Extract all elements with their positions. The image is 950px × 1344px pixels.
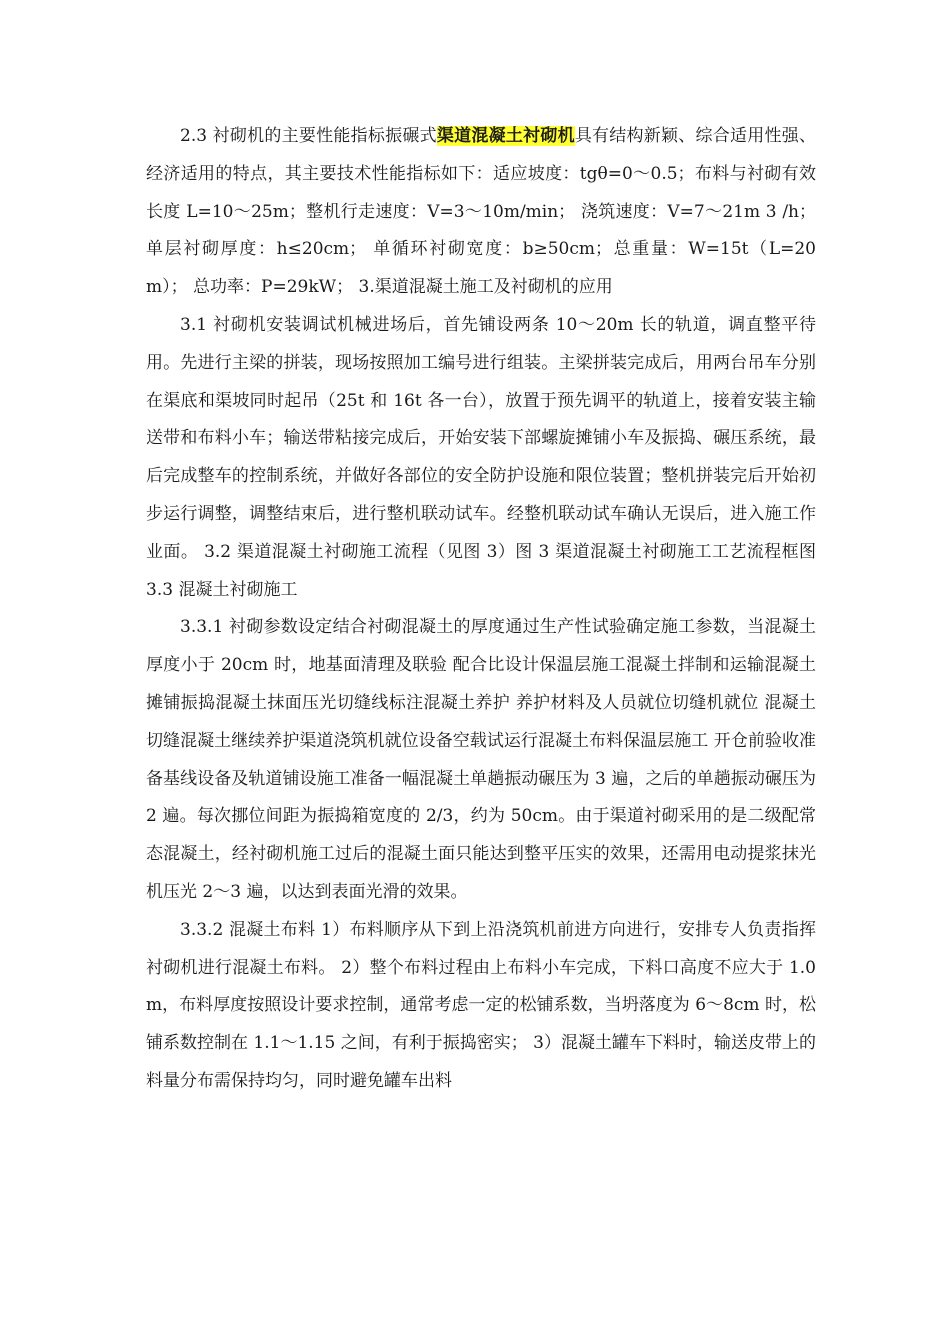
paragraph-text-rest: 具有结构新颖、综合适用性强、经济适用的特点，其主要技术性能指标如下：适应坡度：tgθ=0～0.5；布料与衬砌有效长度 L=10～25m；整机行走速度：V=3～10m/min； 浇筑速度：V=7～21m 3 /h；单层衬砌厚度：h≤20cm； 单循环衬砌宽度：b≥50cm；总重量：W=15t（L=20m）； 总功率：P=29kW； 3.渠道混凝土施工及衬砌机的应用 (146, 126, 816, 298)
paragraph-3-1-installation: 3.1 衬砌机安装调试机械进场后，首先铺设两条 10～20m 长的轨道，调直整平待用。先进行主梁的拼装，现场按照加工编号进行组装。主梁拼装完成后，用两台吊车分别在渠底和渠坡同时起吊（25t 和 16t 各一台），放置于预先调平的轨道上，接着安装主输送带和布料小车；输送带粘接完成后，开始安装下部螺旋摊铺小车及振捣、碾压系统，最后完成整车的控制系统，并做好各部位的安全防护设施和限位装置；整机拼装完后开始初步运行调整，调整结束后，进行整机联动试车。经整机联动试车确认无误后，进入施工作业面。 3.2 渠道混凝土衬砌施工流程（见图 3）图 3 渠道混凝土衬砌施工工艺流程框图 3.3 混凝土衬砌施工 (146, 314, 816, 600)
paragraph-3-3-1-parameters: 3.3.1 衬砌参数设定结合衬砌混凝土的厚度通过生产性试验确定施工参数，当混凝土厚度小于 20cm 时，地基面清理及联验 配合比设计保温层施工混凝土拌制和运输混凝土摊铺振捣混凝土抹面压光切缝线标注混凝土养护 养护材料及人员就位切缝机就位 混凝土切缝混凝土继续养护渠道浇筑机就位设备空载试运行混凝土布料保温层施工 开仓前验收准备基线设备及轨道铺设施工准备一幅混凝土单趟振动碾压为 3 遍，之后的单趟振动碾压为 2 遍。每次挪位间距为振捣箱宽度的 2/3，约为 50cm。由于渠道衬砌采用的是二级配常态混凝土，经衬砌机施工过后的混凝土面只能达到整平压实的效果，还需用电动提浆抹光机压光 2～3 遍，以达到表面光滑的效果。 (146, 617, 816, 902)
document-body (146, 118, 816, 1101)
paragraph-text-start: 2.3 衬砌机的主要性能指标振碾式 (180, 126, 437, 146)
highlighted-term: 渠道混凝土衬砌机 (436, 126, 575, 146)
paragraph-3-3-2-distribution: 3.3.2 混凝土布料 1）布料顺序从下到上沿浇筑机前进方向进行，安排专人负责指挥衬砌机进行混凝土布料。 2）整个布料过程由上布料小车完成，下料口高度不应大于 1.0m，布料厚度按照设计要求控制，通常考虑一定的松铺系数，当坍落度为 6～8cm 时，松铺系数控制在 1.1～1.15 之间，有利于振捣密实； 3）混凝土罐车下料时，输送皮带上的料量分布需保持均匀，同时避免罐车出料 (146, 919, 816, 1091)
paragraph-2-3-performance (146, 118, 816, 307)
